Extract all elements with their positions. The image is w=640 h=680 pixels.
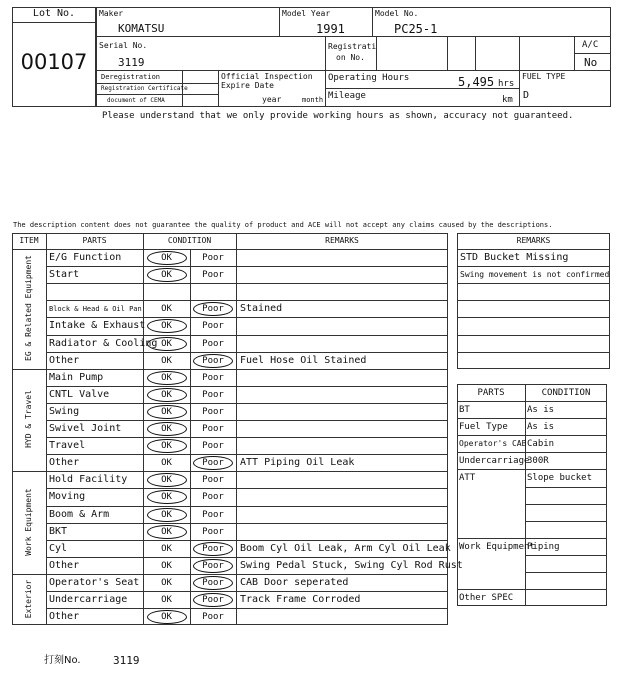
lot-no-value: 00107 — [20, 50, 88, 74]
item-group-label: EG & Related Equipment — [24, 254, 33, 361]
official-inspection-label-1: Official Inspection — [221, 72, 313, 81]
condition-poor: Poor — [202, 321, 224, 332]
part-name: Other — [49, 559, 80, 571]
part-name: Undercarriage — [49, 594, 128, 605]
year-label: year — [262, 95, 282, 104]
condition-poor: Poor — [202, 406, 224, 417]
disclaimer-text: The description content does not guarantee the quality of product and ACE will not accept any claims caused by the descriptions. — [13, 221, 553, 229]
condition-selected-circle — [147, 371, 187, 385]
condition-poor: Poor — [202, 270, 224, 281]
part-name: Hold Facility — [49, 474, 128, 486]
parts-box-col-condition: CONDITION — [541, 388, 591, 398]
deregistration-label: Deregistration — [101, 73, 161, 81]
condition-ok: OK — [161, 406, 172, 417]
parts-box-condition: As is — [527, 422, 555, 433]
condition-poor: Poor — [202, 475, 224, 486]
model-no-value: PC25-1 — [394, 22, 438, 36]
maker-value: KOMATSU — [118, 22, 165, 35]
condition-ok: OK — [161, 321, 172, 332]
serial-no-value: 3119 — [118, 56, 145, 69]
condition-poor: Poor — [202, 612, 224, 623]
condition-ok: OK — [161, 595, 172, 605]
table-row — [46, 266, 448, 283]
hrs-unit: hrs — [498, 79, 515, 89]
condition-selected-circle — [147, 439, 187, 453]
table-row — [46, 283, 448, 300]
condition-poor: Poor — [202, 389, 224, 400]
stamp-no-label: 打刻No. — [44, 655, 81, 666]
condition-poor: Poor — [202, 577, 224, 588]
condition-poor: Poor — [202, 492, 224, 503]
condition-poor: Poor — [202, 304, 224, 315]
remark-text: CAB Door seperated — [240, 576, 349, 588]
part-name: Other — [49, 611, 80, 623]
hours-accuracy-note: Please understand that we only provide working hours as shown, accuracy not guaranteed. — [102, 111, 574, 121]
serial-no-label: Serial No. — [99, 41, 148, 50]
model-year-label: Model Year — [282, 9, 331, 18]
maker-label: Maker — [99, 9, 124, 18]
condition-ok: OK — [161, 424, 172, 434]
remark-text: ATT Piping Oil Leak — [240, 457, 355, 469]
lot-no-label: Lot No. — [32, 8, 76, 19]
part-name: Radiator & Cooling — [49, 337, 158, 349]
condition-ok: OK — [161, 270, 172, 281]
mileage-label: Mileage — [328, 91, 366, 101]
condition-selected-circle — [147, 508, 187, 522]
col-header-item: ITEM — [19, 236, 39, 245]
condition-selected-circle — [147, 525, 187, 539]
part-name: Boom & Arm — [49, 508, 110, 520]
parts-box-part: Work Equipment — [459, 541, 535, 552]
condition-poor: Poor — [202, 543, 224, 554]
condition-poor: Poor — [202, 458, 224, 469]
condition-selected-circle — [147, 610, 187, 624]
document-of-cema-label: document of CEMA — [107, 97, 165, 104]
parts-box-col-parts: PARTS — [477, 388, 505, 398]
model-year-value: 1991 — [316, 22, 345, 36]
condition-ok: OK — [161, 338, 172, 349]
km-unit: km — [502, 95, 513, 105]
part-name: Cyl — [49, 542, 68, 554]
item-group-label: Work Equipment — [24, 487, 33, 556]
part-name: Other — [49, 354, 80, 366]
condition-poor: Poor — [202, 560, 224, 571]
condition-poor: Poor — [202, 253, 224, 263]
condition-selected-circle — [193, 354, 233, 368]
parts-box-part: BT — [459, 405, 470, 415]
condition-selected-circle — [147, 251, 187, 265]
condition-ok: OK — [161, 389, 172, 400]
condition-ok: OK — [161, 458, 172, 469]
operating-hours-label: Operating Hours — [328, 73, 410, 83]
condition-poor: Poor — [202, 338, 224, 349]
condition-ok: OK — [161, 355, 172, 366]
condition-ok: OK — [161, 475, 172, 486]
parts-box-condition: 300R — [527, 456, 549, 467]
remark-text: Stained — [240, 303, 283, 315]
part-name: E/G Function — [49, 252, 122, 263]
parts-box-condition: Piping — [527, 541, 560, 552]
official-inspection-label-2: Expire Date — [221, 81, 274, 90]
condition-poor: Poor — [202, 526, 224, 537]
table-row — [46, 488, 448, 505]
table-row — [46, 608, 448, 625]
month-label: month — [302, 96, 324, 104]
remark-text: Track Frame Corroded — [240, 594, 361, 605]
parts-box-condition: Cabin — [527, 439, 555, 450]
part-name: Start — [49, 269, 80, 281]
part-name: Main Pump — [49, 371, 104, 383]
table-row — [46, 403, 448, 420]
condition-ok: OK — [161, 560, 172, 571]
parts-box-part: Operator's CAB — [459, 439, 527, 449]
condition-poor: Poor — [202, 355, 224, 366]
condition-selected-circle — [193, 542, 233, 556]
condition-poor: Poor — [202, 372, 224, 383]
condition-selected-circle — [147, 337, 187, 351]
condition-ok: OK — [161, 304, 172, 315]
registration-no-label-2: on No. — [336, 53, 365, 62]
condition-ok: OK — [161, 526, 172, 537]
part-name: Swing — [49, 405, 80, 417]
condition-ok: OK — [161, 372, 172, 383]
condition-ok: OK — [161, 577, 172, 588]
condition-selected-circle — [147, 388, 187, 402]
condition-selected-circle — [193, 576, 233, 590]
condition-selected-circle — [193, 593, 233, 607]
model-no-label: Model No. — [375, 9, 419, 18]
condition-ok: OK — [161, 492, 172, 503]
part-name: Swivel Joint — [49, 423, 122, 434]
registration-no-label-1: Registrati — [328, 42, 377, 51]
item-group-label: Exterior — [24, 579, 33, 618]
condition-poor: Poor — [202, 424, 224, 434]
remark-line: STD Bucket Missing — [460, 252, 569, 263]
parts-box-condition: Slope bucket — [527, 473, 593, 484]
fuel-type-value: D — [523, 90, 530, 101]
parts-box-part: Undercarriage — [459, 456, 530, 467]
condition-ok: OK — [161, 441, 172, 452]
part-name: BKT — [49, 525, 68, 537]
remark-text: Fuel Hose Oil Stained — [240, 354, 367, 366]
part-name: Block & Head & Oil Pan — [49, 305, 142, 314]
parts-box-part: Other SPEC — [459, 593, 514, 604]
condition-ok: OK — [161, 253, 172, 263]
part-name: CNTL Valve — [49, 388, 110, 400]
ac-label: A/C — [582, 40, 599, 50]
stamp-no-value: 3119 — [113, 654, 140, 667]
parts-box-part: ATT — [459, 473, 476, 484]
part-name: Travel — [49, 440, 86, 452]
part-name: Intake & Exhaust — [49, 320, 146, 332]
part-name: Moving — [49, 491, 86, 503]
condition-selected-circle — [147, 405, 187, 419]
fuel-type-label: FUEL TYPE — [522, 72, 566, 81]
condition-poor: Poor — [202, 595, 224, 605]
remark-text: Boom Cyl Oil Leak, Arm Cyl Oil Leak — [240, 542, 451, 554]
part-name: Other — [49, 457, 80, 469]
condition-selected-circle — [147, 422, 187, 436]
ac-value: No — [584, 56, 598, 69]
remarks-box-title: REMARKS — [516, 236, 551, 245]
parts-box-part: Fuel Type — [459, 422, 508, 433]
table-row — [46, 369, 448, 386]
col-header-condition: CONDITION — [167, 236, 212, 245]
condition-poor: Poor — [202, 441, 224, 452]
item-group-label: HYD & Travel — [24, 390, 33, 448]
condition-ok: OK — [161, 543, 172, 554]
condition-selected-circle — [193, 559, 233, 573]
remark-line: Swing movement is not confirmed — [460, 270, 610, 280]
condition-selected-circle — [147, 268, 187, 282]
parts-box-condition: As is — [527, 405, 555, 415]
operating-hours-value: 5,495 — [458, 75, 495, 89]
table-row — [46, 523, 448, 540]
condition-ok: OK — [161, 509, 172, 520]
col-header-parts: PARTS — [82, 236, 107, 245]
col-header-remarks: REMARKS — [325, 236, 359, 245]
registration-certificate-label: Registration Certificate — [101, 85, 188, 92]
remark-text: Swing Pedal Stuck, Swing Cyl Rod Rust — [240, 559, 463, 571]
condition-poor: Poor — [202, 509, 224, 520]
part-name: Operator's Seat — [49, 576, 140, 588]
condition-ok: OK — [161, 612, 172, 623]
table-row — [46, 437, 448, 454]
